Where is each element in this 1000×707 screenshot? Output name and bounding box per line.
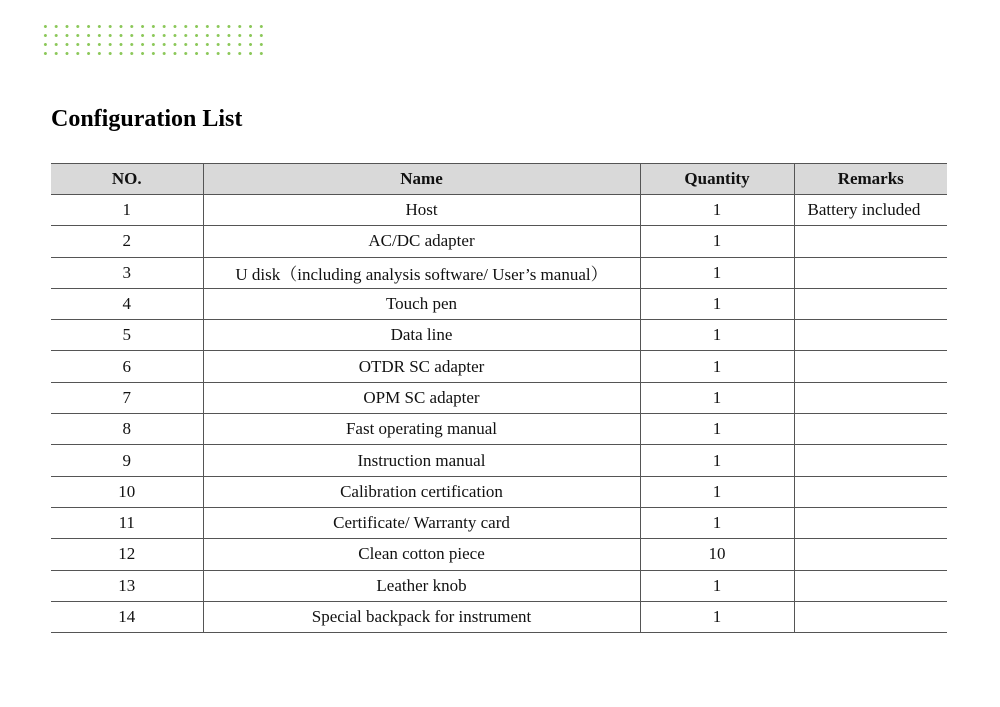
cell-quantity: 1 bbox=[640, 195, 794, 226]
cell-no: 1 bbox=[51, 195, 203, 226]
cell-name: Instruction manual bbox=[203, 445, 640, 476]
cell-name: OPM SC adapter bbox=[203, 382, 640, 413]
cell-name: Clean cotton piece bbox=[203, 539, 640, 570]
decorative-dot-pattern bbox=[40, 22, 266, 58]
cell-name: Touch pen bbox=[203, 288, 640, 319]
cell-quantity: 1 bbox=[640, 351, 794, 382]
table-row bbox=[51, 539, 947, 570]
header-no: NO. bbox=[51, 164, 203, 195]
cell-name: Leather knob bbox=[203, 570, 640, 601]
cell-no: 9 bbox=[51, 445, 203, 476]
table-row bbox=[51, 226, 947, 257]
cell-quantity: 1 bbox=[640, 507, 794, 538]
cell-quantity: 1 bbox=[640, 320, 794, 351]
cell-remarks bbox=[794, 257, 947, 288]
cell-no: 3 bbox=[51, 257, 203, 288]
cell-quantity: 1 bbox=[640, 570, 794, 601]
cell-remarks bbox=[794, 351, 947, 382]
cell-quantity: 1 bbox=[640, 288, 794, 319]
cell-quantity: 1 bbox=[640, 257, 794, 288]
table-row bbox=[51, 257, 947, 288]
cell-no: 2 bbox=[51, 226, 203, 257]
table-row bbox=[51, 601, 947, 632]
cell-name: Fast operating manual bbox=[203, 414, 640, 445]
table-row bbox=[51, 414, 947, 445]
table-row bbox=[51, 382, 947, 413]
header-remarks: Remarks bbox=[794, 164, 947, 195]
cell-no: 7 bbox=[51, 382, 203, 413]
cell-remarks bbox=[794, 414, 947, 445]
table-row bbox=[51, 351, 947, 382]
cell-remarks bbox=[794, 382, 947, 413]
cell-quantity: 1 bbox=[640, 382, 794, 413]
configuration-table bbox=[51, 163, 947, 633]
cell-remarks bbox=[794, 226, 947, 257]
table-row bbox=[51, 320, 947, 351]
cell-no: 8 bbox=[51, 414, 203, 445]
table-row bbox=[51, 445, 947, 476]
cell-quantity: 1 bbox=[640, 445, 794, 476]
cell-name: AC/DC adapter bbox=[203, 226, 640, 257]
cell-name: Certificate/ Warranty card bbox=[203, 507, 640, 538]
cell-name: Special backpack for instrument bbox=[203, 601, 640, 632]
cell-remarks bbox=[794, 320, 947, 351]
page-title: Configuration List bbox=[51, 106, 243, 132]
cell-no: 4 bbox=[51, 288, 203, 319]
cell-quantity: 1 bbox=[640, 476, 794, 507]
cell-name: OTDR SC adapter bbox=[203, 351, 640, 382]
cell-no: 6 bbox=[51, 351, 203, 382]
table-row bbox=[51, 507, 947, 538]
cell-no: 14 bbox=[51, 601, 203, 632]
table-row bbox=[51, 476, 947, 507]
table-row bbox=[51, 570, 947, 601]
cell-remarks bbox=[794, 539, 947, 570]
cell-name: Data line bbox=[203, 320, 640, 351]
table-row bbox=[51, 288, 947, 319]
cell-remarks bbox=[794, 476, 947, 507]
cell-name: U disk（including analysis software/ User’s manual） bbox=[203, 257, 640, 288]
cell-no: 13 bbox=[51, 570, 203, 601]
cell-remarks bbox=[794, 601, 947, 632]
cell-no: 12 bbox=[51, 539, 203, 570]
cell-name: Calibration certification bbox=[203, 476, 640, 507]
cell-remarks bbox=[794, 445, 947, 476]
header-name: Name bbox=[203, 164, 640, 195]
cell-remarks bbox=[794, 570, 947, 601]
cell-no: 5 bbox=[51, 320, 203, 351]
cell-quantity: 1 bbox=[640, 601, 794, 632]
cell-remarks bbox=[794, 507, 947, 538]
table-row bbox=[51, 195, 947, 226]
cell-quantity: 10 bbox=[640, 539, 794, 570]
table-header-row bbox=[51, 164, 947, 195]
cell-name: Host bbox=[203, 195, 640, 226]
cell-remarks: Battery included bbox=[794, 195, 947, 226]
cell-no: 11 bbox=[51, 507, 203, 538]
header-quantity: Quantity bbox=[640, 164, 794, 195]
cell-quantity: 1 bbox=[640, 226, 794, 257]
cell-no: 10 bbox=[51, 476, 203, 507]
cell-remarks bbox=[794, 288, 947, 319]
cell-quantity: 1 bbox=[640, 414, 794, 445]
